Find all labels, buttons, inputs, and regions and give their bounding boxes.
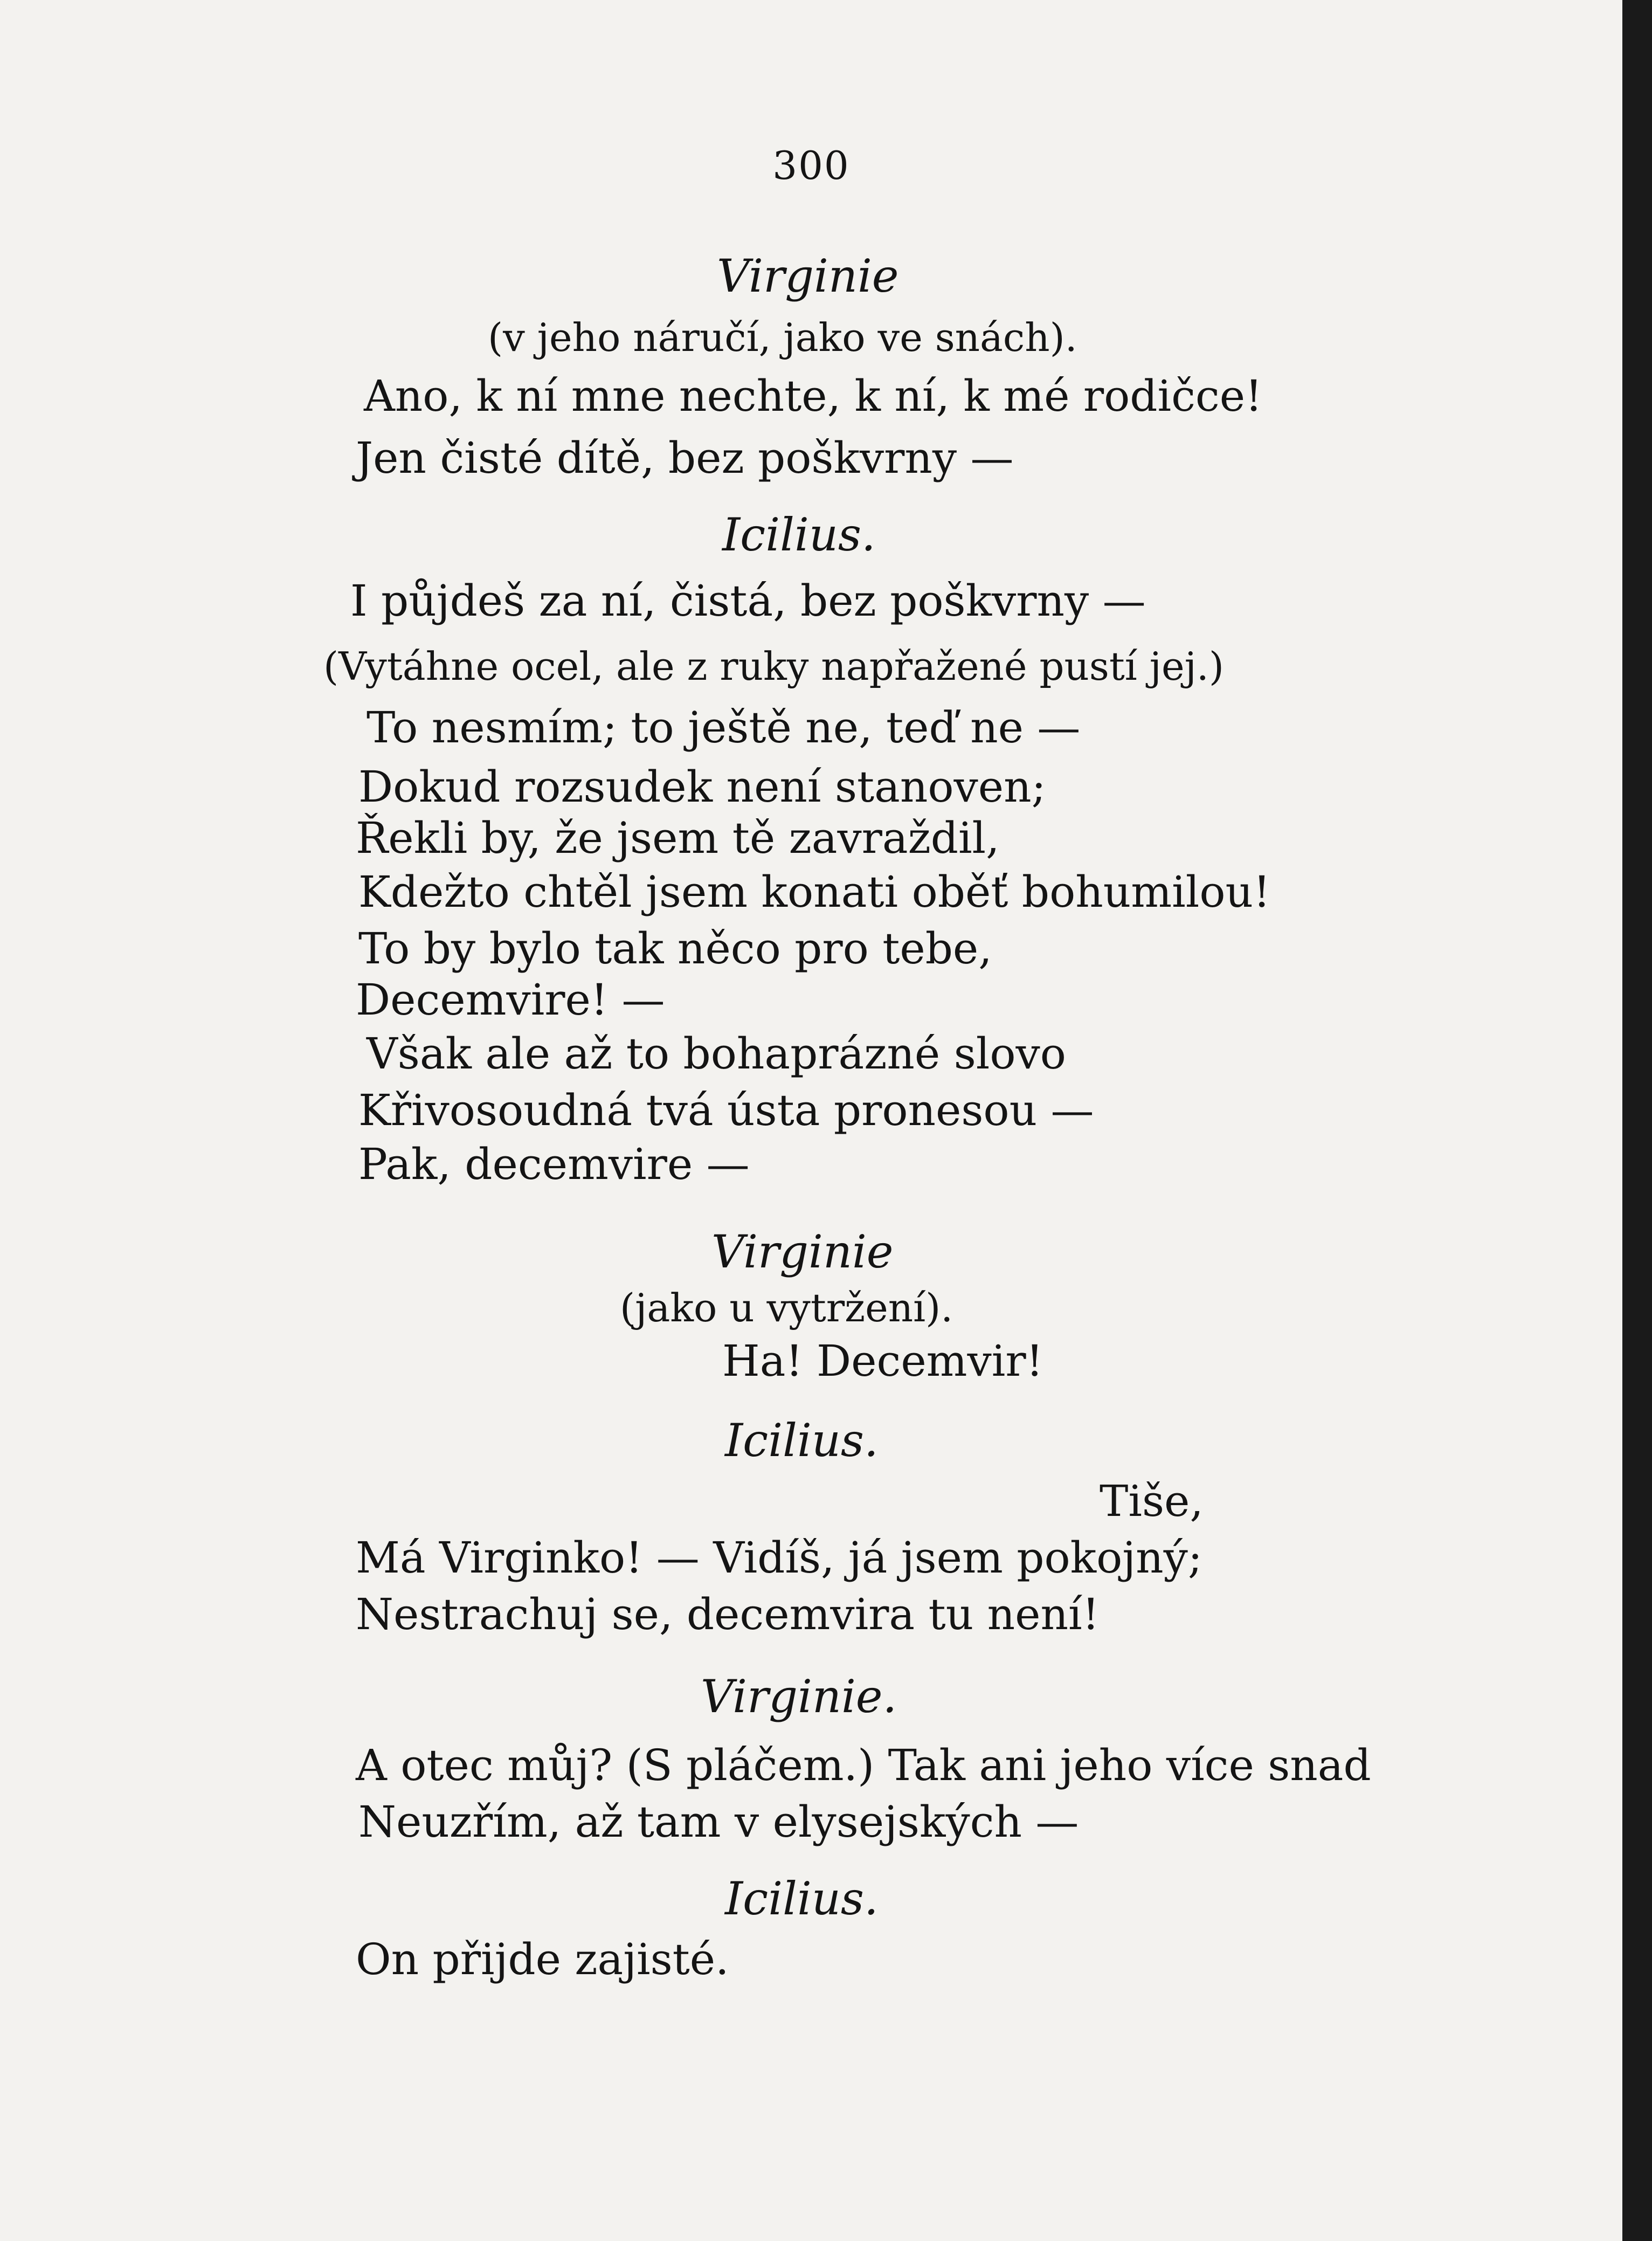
stage-direction: (jako u vytržení). [620, 1285, 953, 1330]
speaker-name: Virginie [717, 250, 899, 302]
verse-line: Decemvire! — [356, 975, 665, 1025]
verse-line: To by bylo tak něco pro tebe, [358, 923, 992, 974]
verse-line: Tiše, [1100, 1476, 1204, 1526]
speaker-name: Icilius. [725, 1414, 879, 1467]
stage-direction: (v jeho náručí, jako ve snách). [488, 315, 1077, 360]
verse-line: Řekli by, že jsem tě zavraždil, [356, 813, 1000, 863]
verse-line: Kdežto chtěl jsem konati oběť bohumilou! [358, 867, 1271, 917]
verse-line: I půjdeš za ní, čistá, bez poškvrny — [350, 576, 1146, 626]
speaker-name: Virginie. [701, 1670, 897, 1723]
verse-line: Křivosoudná tvá ústa pronesou — [358, 1085, 1094, 1135]
verse-line: Dokud rozsudek není stanoven; [358, 762, 1046, 812]
verse-line: Nestrachuj se, decemvira tu není! [356, 1589, 1100, 1639]
page-number: 300 [772, 143, 850, 188]
verse-line: Neuzřím, až tam v elysejských — [358, 1797, 1079, 1847]
verse-line: Ha! Decemvir! [722, 1336, 1043, 1386]
verse-line: Ano, k ní mne nechte, k ní, k mé rodičce! [364, 371, 1263, 421]
verse-line: Pak, decemvire — [358, 1139, 750, 1189]
verse-line: A otec můj? (S pláčem.) Tak ani jeho více snad [356, 1740, 1371, 1790]
speaker-name: Icilius. [722, 508, 876, 561]
verse-line: Však ale až to bohaprázné slovo [367, 1029, 1066, 1079]
verse-line: Jen čisté dítě, bez poškvrny — [356, 433, 1014, 483]
verse-line: On přijde zajisté. [356, 1934, 729, 1984]
verse-line: Má Virginko! — Vidíš, já jsem pokojný; [356, 1533, 1202, 1583]
stage-direction: (Vytáhne ocel, ale z ruky napřažené pustí jej.) [323, 644, 1224, 689]
verse-line: To nesmím; to ještě ne, teď ne — [367, 702, 1081, 753]
speaker-name: Icilius. [725, 1872, 879, 1925]
speaker-name: Virginie [711, 1225, 894, 1278]
